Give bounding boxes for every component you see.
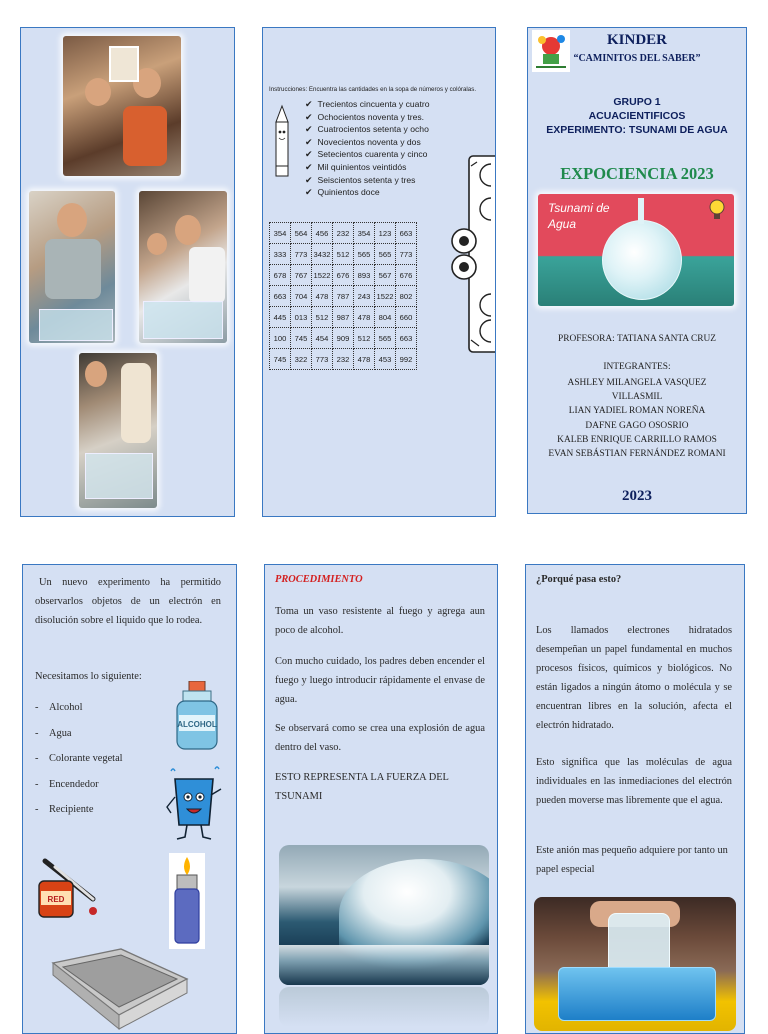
grid-cell: 678 bbox=[270, 265, 291, 286]
grid-cell: 1522 bbox=[312, 265, 333, 286]
members-label: INTEGRANTES: bbox=[603, 362, 671, 372]
material-item: - Recipiente bbox=[35, 797, 123, 823]
glass-of-water-character-icon bbox=[163, 765, 225, 843]
explanation-panel bbox=[525, 564, 745, 1034]
dye-label: RED bbox=[47, 895, 65, 904]
grid-cell: 512 bbox=[354, 328, 375, 349]
grid-cell: 565 bbox=[375, 328, 396, 349]
grid-cell: 512 bbox=[333, 244, 354, 265]
grid-cell: 013 bbox=[291, 307, 312, 328]
grid-cell: 909 bbox=[333, 328, 354, 349]
grid-row bbox=[270, 265, 417, 286]
number-grid bbox=[269, 222, 417, 370]
explanation-p1: Los llamados electrones hidratados desempeñan un papel fundamental en muchos procesos físicos, químicos y biológicos. No están ligados a ningún átomo o molécula y se encuentran libres en la solución, afecta el electrón hidratado. bbox=[536, 625, 732, 731]
grid-cell: 354 bbox=[354, 223, 375, 244]
worksheet-instructions: Instrucciones: Encuentra las cantidades en la sopa de números y colóralas. bbox=[269, 86, 477, 93]
quantity-item: ✔ Mil quinientos veintidós bbox=[305, 161, 429, 174]
quantity-item: ✔ Novecientos noventa y dos bbox=[305, 136, 429, 149]
quantity-item: ✔ Cuatrocientos setenta y ocho bbox=[305, 123, 429, 136]
quantity-item: ✔ Trecientos cincuenta y cuatro bbox=[305, 98, 429, 111]
procedure-title: PROCEDIMIENTO bbox=[275, 574, 363, 585]
grid-cell: 478 bbox=[312, 286, 333, 307]
bottle-label: ALCOHOL bbox=[177, 720, 217, 729]
grid-cell: 512 bbox=[312, 307, 333, 328]
event-title: EXPOCIENCIA 2023 bbox=[560, 164, 714, 183]
tsunami-wave-image bbox=[279, 845, 489, 985]
procedure-step-3: Se observará como se crea una explosión de agua dentro del vaso. bbox=[275, 723, 485, 753]
grid-cell: 992 bbox=[396, 349, 417, 370]
grid-cell: 453 bbox=[375, 349, 396, 370]
school-heading: KINDER bbox=[606, 32, 667, 48]
grid-cell: 663 bbox=[396, 328, 417, 349]
grid-cell: 893 bbox=[354, 265, 375, 286]
teacher-name: PROFESORA: TATIANA SANTA CRUZ bbox=[558, 334, 716, 344]
grid-cell: 454 bbox=[312, 328, 333, 349]
photo-boy-pouring bbox=[29, 191, 115, 343]
grid-cell: 567 bbox=[375, 265, 396, 286]
grid-cell: 333 bbox=[270, 244, 291, 265]
metal-tray-icon bbox=[49, 945, 189, 1031]
grid-cell: 676 bbox=[396, 265, 417, 286]
quantity-item: ✔ Ochocientos noventa y tres. bbox=[305, 111, 429, 124]
grid-cell: 663 bbox=[270, 286, 291, 307]
grid-cell: 100 bbox=[270, 328, 291, 349]
cover-panel bbox=[527, 27, 747, 514]
grid-cell: 660 bbox=[396, 307, 417, 328]
grid-cell: 804 bbox=[375, 307, 396, 328]
explanation-p2: Esto significa que las moléculas de agua individuales en las inmediaciones del electrón pueden moverse mas libremente que el agua. bbox=[536, 757, 732, 806]
grid-cell: 445 bbox=[270, 307, 291, 328]
photo-collage-panel bbox=[20, 27, 235, 517]
experiment-result-image bbox=[534, 897, 736, 1031]
member-name: KALEB ENRIQUE CARRILLO RAMOS bbox=[557, 434, 717, 445]
procedure-conclusion: ESTO REPRESENTA LA FUERZA DEL TSUNAMI bbox=[275, 772, 449, 802]
image-caption: Tsunami de Agua bbox=[548, 201, 610, 231]
quantity-item: ✔ Seiscientos setenta y tres bbox=[305, 174, 429, 187]
material-item: - Alcohol bbox=[35, 695, 123, 721]
member-name: EVAN SEBÁSTIAN FERNÁNDEZ ROMANI bbox=[548, 449, 726, 460]
grid-cell: 767 bbox=[291, 265, 312, 286]
cartoon-character-icon bbox=[447, 154, 496, 358]
grid-cell: 987 bbox=[333, 307, 354, 328]
group-label: GRUPO 1 bbox=[613, 96, 661, 108]
grid-cell: 773 bbox=[396, 244, 417, 265]
member-name: VILLASMIL bbox=[611, 392, 663, 403]
lightbulb-icon bbox=[708, 198, 726, 222]
grid-cell: 456 bbox=[312, 223, 333, 244]
grid-cell: 663 bbox=[396, 223, 417, 244]
material-item: - Colorante vegetal bbox=[35, 746, 123, 772]
grid-cell: 478 bbox=[354, 307, 375, 328]
grid-cell: 565 bbox=[354, 244, 375, 265]
photo-kids-holding-glass bbox=[63, 36, 181, 176]
members-list bbox=[528, 376, 746, 461]
cover-year: 2023 bbox=[622, 488, 652, 504]
experiment-title: EXPERIMENTO: TSUNAMI DE AGUA bbox=[546, 124, 728, 136]
grid-cell: 478 bbox=[354, 349, 375, 370]
school-name: “CAMINITOS DEL SABER” bbox=[573, 53, 701, 64]
grid-cell: 232 bbox=[333, 223, 354, 244]
grid-cell: 564 bbox=[291, 223, 312, 244]
grid-cell: 123 bbox=[375, 223, 396, 244]
grid-row bbox=[270, 328, 417, 349]
number-search-worksheet bbox=[262, 27, 496, 517]
grid-row bbox=[270, 349, 417, 370]
materials-panel bbox=[22, 564, 237, 1034]
photo-girl-container bbox=[139, 191, 227, 343]
grid-cell: 745 bbox=[270, 349, 291, 370]
materials-list bbox=[35, 695, 123, 823]
procedure-step-1: Toma un vaso resistente al fuego y agrega aun poco de alcohol. bbox=[275, 606, 485, 636]
quantity-item: ✔ Setecientos cuarenta y cinco bbox=[305, 148, 429, 161]
grid-row bbox=[270, 223, 417, 244]
grid-cell: 243 bbox=[354, 286, 375, 307]
pencil-icon bbox=[271, 104, 293, 184]
procedure-panel bbox=[264, 564, 498, 1034]
member-name: LIAN YADIEL ROMAN NOREÑA bbox=[568, 406, 706, 417]
grid-cell: 322 bbox=[291, 349, 312, 370]
grid-cell: 565 bbox=[375, 244, 396, 265]
intro-text: Un nuevo experimento ha permitido observarlos objetos de un electrón en disolución sobre el liquido que lo rodea. bbox=[35, 577, 221, 626]
grid-cell: 354 bbox=[270, 223, 291, 244]
grid-cell: 704 bbox=[291, 286, 312, 307]
grid-cell: 773 bbox=[291, 244, 312, 265]
material-item: - Agua bbox=[35, 721, 123, 747]
alcohol-bottle-icon bbox=[175, 681, 219, 751]
quantity-item: ✔ Quinientos doce bbox=[305, 186, 429, 199]
grid-cell: 676 bbox=[333, 265, 354, 286]
team-name: ACUACIENTIFICOS bbox=[588, 110, 686, 122]
tsunami-cover-image bbox=[538, 194, 734, 306]
grid-row bbox=[270, 307, 417, 328]
grid-cell: 1522 bbox=[375, 286, 396, 307]
grid-cell: 773 bbox=[312, 349, 333, 370]
grid-cell: 745 bbox=[291, 328, 312, 349]
explanation-title: ¿Porqué pasa esto? bbox=[536, 574, 622, 585]
member-name: DAFNE GAGO OSOSRIO bbox=[585, 420, 689, 431]
materials-heading: Necesitamos lo siguiente: bbox=[35, 671, 142, 682]
procedure-step-2: Con mucho cuidado, los padres deben encender el fuego y luego introducir rápidamente el envase de agua. bbox=[275, 656, 485, 705]
grid-cell: 232 bbox=[333, 349, 354, 370]
grid-cell: 787 bbox=[333, 286, 354, 307]
grid-cell: 802 bbox=[396, 286, 417, 307]
material-item: - Encendedor bbox=[35, 772, 123, 798]
quantities-list bbox=[305, 98, 429, 199]
explanation-p3: Este anión mas pequeño adquiere por tanto un papel especial bbox=[536, 845, 728, 875]
grid-cell: 3432 bbox=[312, 244, 333, 265]
lighter-icon bbox=[169, 853, 205, 949]
member-name: ASHLEY MILANGELA VASQUEZ bbox=[567, 378, 707, 388]
grid-row bbox=[270, 244, 417, 265]
food-coloring-dropper-icon bbox=[35, 855, 105, 925]
grid-row bbox=[270, 286, 417, 307]
photo-boy-glass-bowl bbox=[79, 353, 157, 508]
